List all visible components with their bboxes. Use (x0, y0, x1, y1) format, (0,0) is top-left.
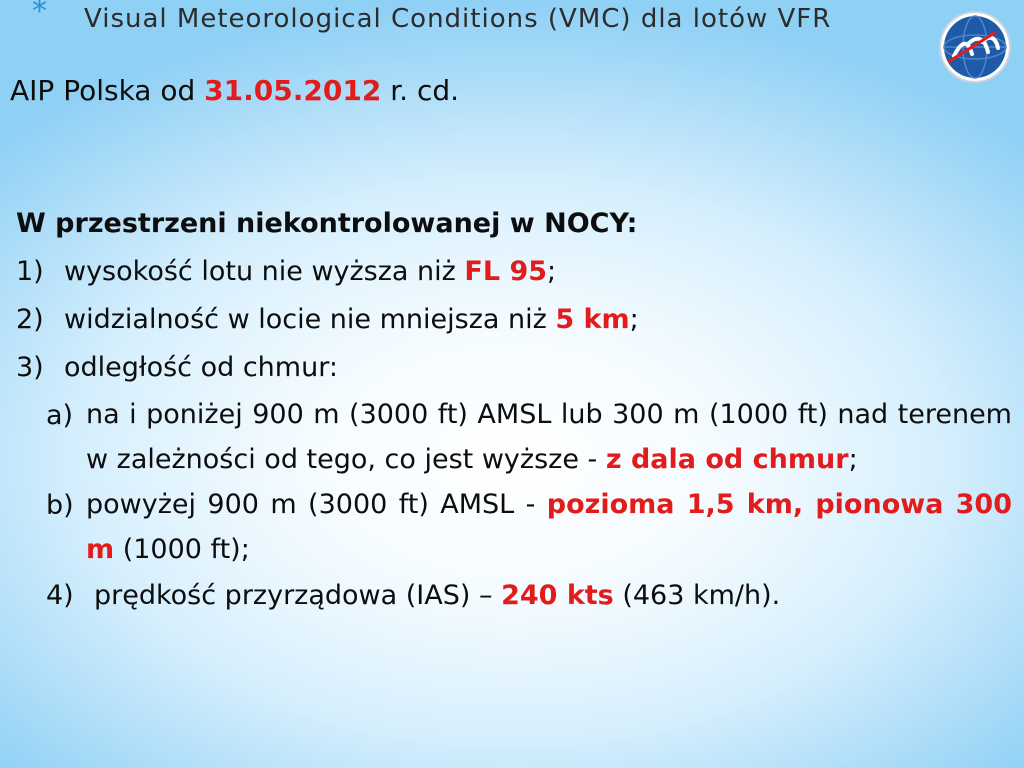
highlight-value: FL 95 (464, 256, 548, 287)
ulc-logo-icon (938, 10, 1012, 84)
list-item (16, 296, 1012, 344)
list-item-text: odległość od chmur: (64, 352, 338, 383)
sub-list-letter: b) (46, 490, 74, 521)
list-item-text: wysokość lotu nie wyższa niż FL 95; (64, 256, 557, 287)
sub-list-letter: a) (46, 400, 74, 431)
subtitle (10, 74, 459, 107)
sub-list-item (16, 482, 1012, 572)
list-item-text: prędkość przyrządowa (IAS) – 240 kts (463 km/h). (94, 580, 781, 611)
highlight-value: 240 kts (501, 580, 614, 611)
slide-title: Visual Meteorological Conditions (VMC) dla lotów VFR (84, 4, 832, 34)
highlight-value: z dala od chmur (605, 444, 849, 475)
list-item-text: widzialność w locie nie mniejsza niż 5 km; (64, 304, 639, 335)
list-item-number: 4) (46, 580, 74, 611)
list-item (16, 572, 1012, 620)
title-bullet: * (32, 0, 47, 29)
sub-list-item (16, 392, 1012, 482)
subtitle-prefix: AIP Polska od (10, 74, 205, 107)
list-item (16, 344, 1012, 392)
highlight-value: 5 km (555, 304, 630, 335)
slide-body (16, 200, 1012, 620)
list-item-number: 1) (16, 256, 44, 287)
subtitle-date: 31.05.2012 (204, 74, 382, 107)
subtitle-suffix: r. cd. (381, 74, 460, 107)
list-item-number: 2) (16, 304, 44, 335)
highlight-value: pozioma 1,5 km, pionowa 300 m (86, 489, 1013, 565)
sub-list-text: powyżej 900 m (3000 ft) AMSL - pozioma 1,5 km, pionowa 300 m (1000 ft); (86, 489, 1013, 565)
title-bar (0, 0, 1024, 56)
section-heading: W przestrzeni niekontrolowanej w NOCY: (16, 208, 638, 239)
list-item (16, 248, 1012, 296)
list-item-number: 3) (16, 352, 44, 383)
sub-list-text: na i poniżej 900 m (3000 ft) AMSL lub 300 m (1000 ft) nad terenem w zależności od tego, co jest wyższe - z dala od chmur; (86, 399, 1012, 475)
